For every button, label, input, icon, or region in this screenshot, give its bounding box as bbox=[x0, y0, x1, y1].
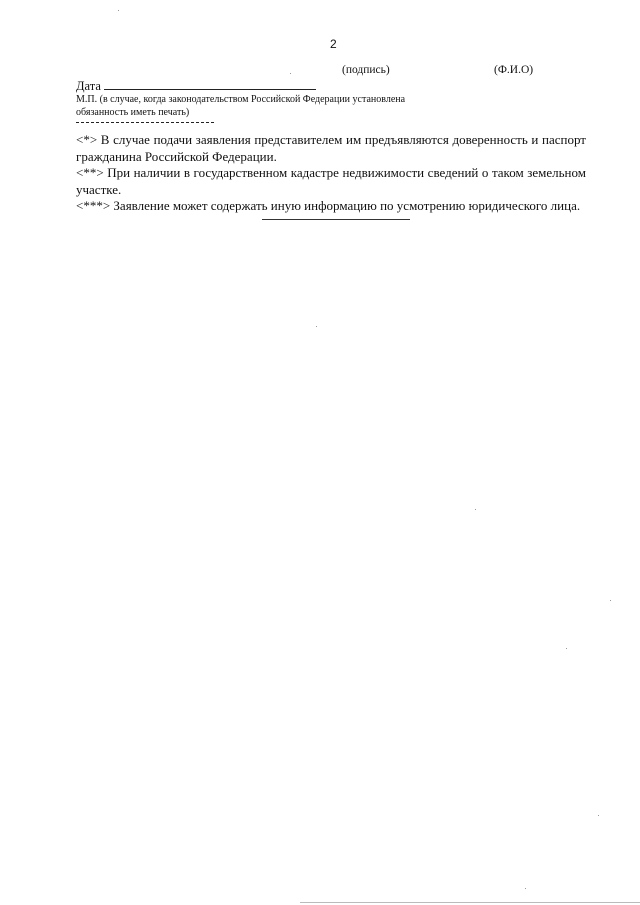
footnote-1: <*> В случае подачи заявления представителем им предъявляются доверенность и паспорт гражданина Российской Федерации. bbox=[76, 132, 586, 164]
scan-speck bbox=[525, 888, 526, 889]
signature-label: (подпись) bbox=[342, 64, 390, 76]
date-label: Дата bbox=[76, 79, 101, 93]
scan-speck bbox=[118, 10, 119, 11]
page-number: 2 bbox=[330, 37, 337, 51]
scan-speck bbox=[610, 600, 611, 601]
seal-note: М.П. (в случае, когда законодательством Российской Федерации установлена обязанность иметь печать) bbox=[76, 94, 406, 118]
date-underline bbox=[104, 79, 316, 90]
scan-bottom-edge bbox=[300, 902, 640, 903]
footnote-separator bbox=[76, 122, 214, 123]
footnotes bbox=[76, 132, 586, 215]
footnote-3: <***> Заявление может содержать иную информацию по усмотрению юридического лица. bbox=[76, 198, 581, 213]
full-name-label: (Ф.И.О) bbox=[494, 64, 534, 76]
date-row bbox=[76, 79, 316, 94]
end-of-document-line bbox=[262, 219, 410, 220]
scan-speck bbox=[475, 509, 476, 510]
scan-speck bbox=[316, 326, 317, 327]
scan-speck bbox=[566, 648, 567, 649]
scan-speck bbox=[290, 73, 291, 74]
scan-speck bbox=[598, 815, 599, 816]
footnote-2: <**> При наличии в государственном кадастре недвижимости сведений о таком земельном участке. bbox=[76, 165, 586, 197]
